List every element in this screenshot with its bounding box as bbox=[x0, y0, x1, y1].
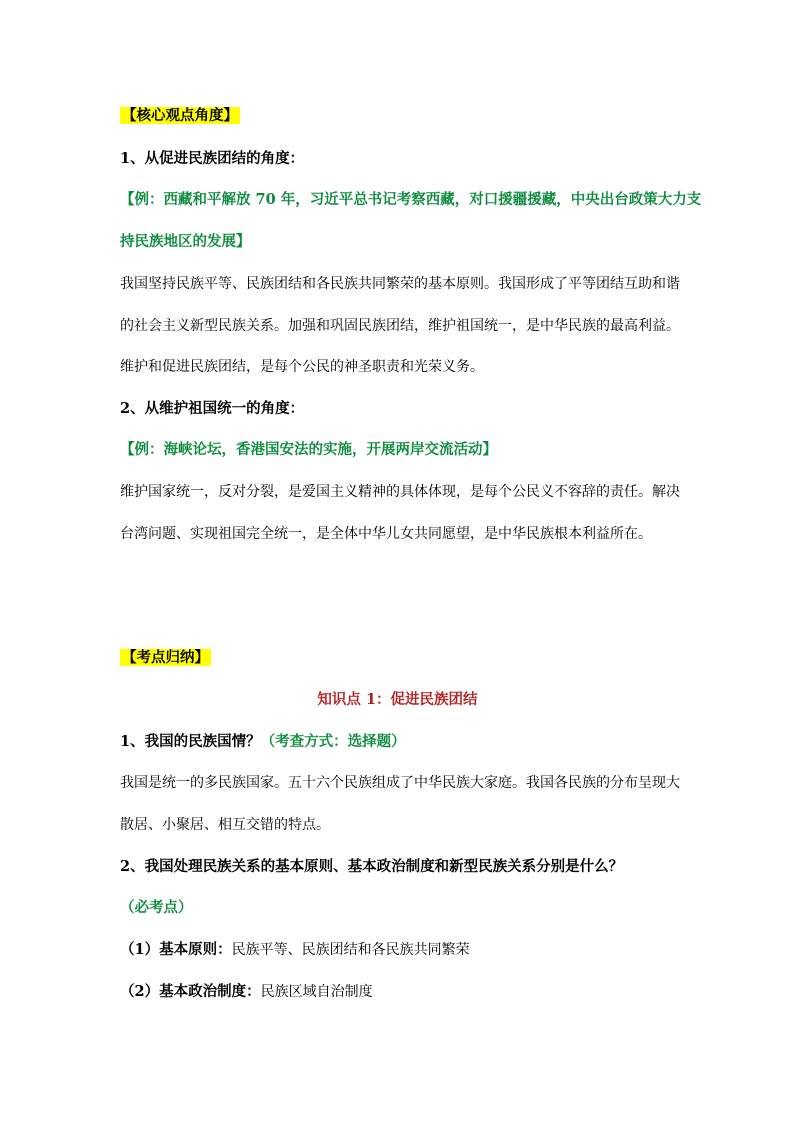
paragraph-line: 我国坚持民族平等、民族团结和各民族共同繁荣的基本原则。我国形成了平等团结互助和谐 bbox=[120, 276, 680, 292]
paragraph-line: 的社会主义新型民族关系。加强和巩固民族团结，维护祖国统一，是中华民族的最高利益。 bbox=[120, 318, 680, 334]
paragraph-line: 维护和促进民族团结，是每个公民的神圣职责和光荣义务。 bbox=[120, 359, 484, 375]
section-tag-core-views: 【核心观点角度】 bbox=[122, 107, 238, 124]
question-2: 2、我国处理民族关系的基本原则、基本政治制度和新型民族关系分别是什么？ bbox=[120, 858, 624, 875]
section-tag-exam-points: 【考点归纳】 bbox=[122, 649, 209, 666]
heading-reunification: 2、从维护祖国统一的角度： bbox=[120, 400, 305, 417]
paragraph-line: 维护国家统一，反对分裂，是爱国主义精神的具体体现，是每个公民义不容辞的责任。解决 bbox=[120, 484, 680, 500]
item-label: （2）基本政治制度： bbox=[120, 983, 261, 1000]
item-value: 民族平等、民族团结和各民族共同繁荣 bbox=[231, 942, 470, 958]
list-item bbox=[120, 940, 680, 960]
heading-national-unity: 1、从促进民族团结的角度： bbox=[120, 150, 305, 167]
question-note: （考查方式：选择题） bbox=[260, 733, 406, 750]
answer-line: 散居、小聚居、相互交错的特点。 bbox=[120, 817, 330, 833]
paragraph-line: 台湾问题、实现祖国完全统一，是全体中华儿女共同愿望，是中华民族根本利益所在。 bbox=[120, 526, 652, 542]
question-1 bbox=[120, 732, 680, 752]
example-line: 持民族地区的发展】 bbox=[120, 233, 251, 250]
example-line: 【例：西藏和平解放 70 年，习近平总书记考察西藏，对口援疆援藏，中央出台政策大力支 bbox=[120, 191, 702, 208]
list-item bbox=[120, 982, 680, 1002]
example-line: 【例：海峡论坛，香港国安法的实施，开展两岸交流活动】 bbox=[120, 441, 497, 458]
answer-line: 我国是统一的多民族国家。五十六个民族组成了中华民族大家庭。我国各民族的分布呈现大 bbox=[120, 775, 680, 791]
question-text: 1、我国的民族国情？ bbox=[120, 733, 261, 750]
question-note: （必考点） bbox=[120, 899, 193, 916]
knowledge-point-title: 知识点 1：促进民族团结 bbox=[317, 691, 478, 708]
item-value: 民族区域自治制度 bbox=[260, 984, 373, 1000]
item-label: （1）基本原则： bbox=[120, 941, 232, 958]
